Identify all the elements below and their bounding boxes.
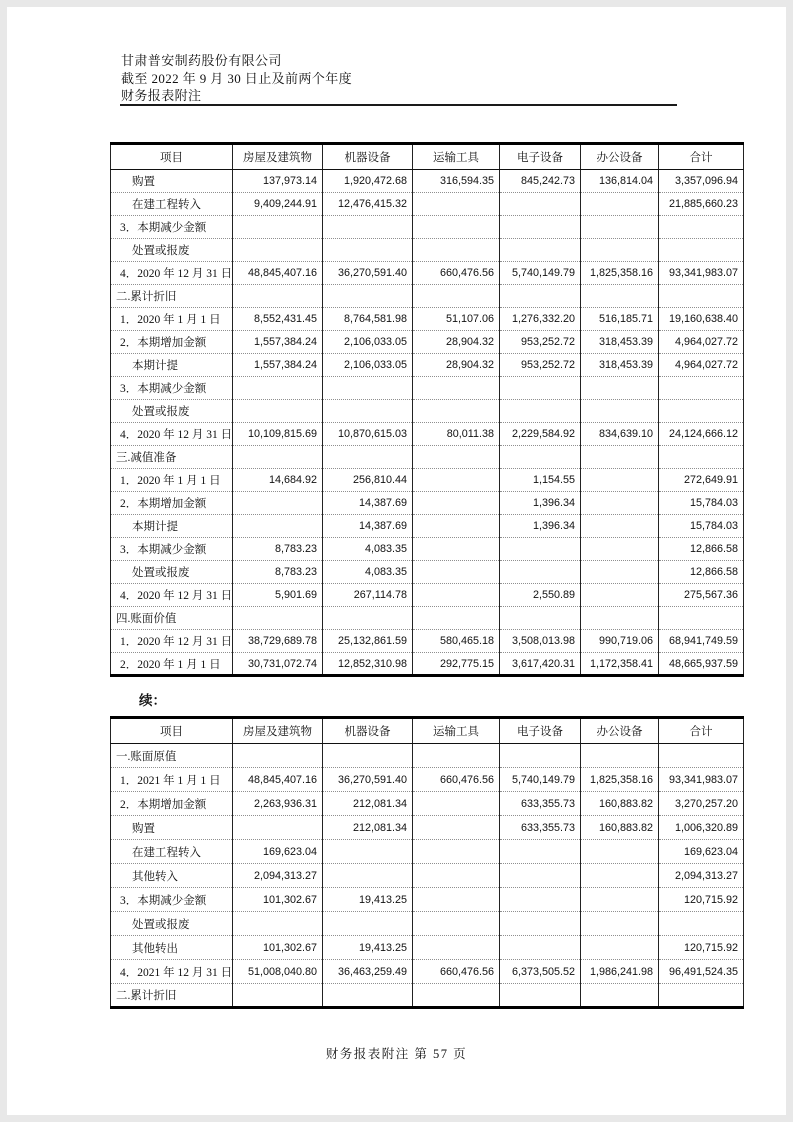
cell-value: 36,463,259.49 <box>323 960 413 984</box>
cell-value: 516,185.71 <box>581 308 659 331</box>
cell-value: 93,341,983.07 <box>659 262 744 285</box>
cell-value: 38,729,689.78 <box>233 630 323 653</box>
cell-value: 9,409,244.91 <box>233 193 323 216</box>
row-label: 二.累计折旧 <box>111 984 233 1008</box>
cell-value: 2,094,313.27 <box>659 864 744 888</box>
cell-value: 101,302.67 <box>233 936 323 960</box>
cell-value: 169,623.04 <box>233 840 323 864</box>
cell-value: 28,904.32 <box>413 331 500 354</box>
cell-value: 1,825,358.16 <box>581 262 659 285</box>
column-header: 电子设备 <box>500 144 581 170</box>
cell-value: 212,081.34 <box>323 792 413 816</box>
cell-value: 93,341,983.07 <box>659 768 744 792</box>
cell-value: 5,740,149.79 <box>500 262 581 285</box>
cell-value: 24,124,666.12 <box>659 423 744 446</box>
cell-value: 990,719.06 <box>581 630 659 653</box>
cell-value: 660,476.56 <box>413 768 500 792</box>
cell-value: 48,665,937.59 <box>659 653 744 676</box>
column-header: 项目 <box>111 718 233 744</box>
cell-value: 3,617,420.31 <box>500 653 581 676</box>
period-line: 截至 2022 年 9 月 30 日止及前两个年度 <box>121 70 353 86</box>
cell-value: 12,866.58 <box>659 561 744 584</box>
cell-value: 169,623.04 <box>659 840 744 864</box>
column-header: 办公设备 <box>581 144 659 170</box>
row-label: 购置 <box>111 170 233 193</box>
cell-value: 316,594.35 <box>413 170 500 193</box>
cell-value: 1,396.34 <box>500 515 581 538</box>
row-label: 在建工程转入 <box>111 193 233 216</box>
cell-value: 1,006,320.89 <box>659 816 744 840</box>
cell-value: 101,302.67 <box>233 888 323 912</box>
cell-value: 36,270,591.40 <box>323 768 413 792</box>
cell-value: 2,229,584.92 <box>500 423 581 446</box>
cell-value: 1,986,241.98 <box>581 960 659 984</box>
row-label: 4．2020 年 12 月 31 日 <box>111 584 233 607</box>
cell-value: 19,413.25 <box>323 888 413 912</box>
cell-value: 1,172,358.41 <box>581 653 659 676</box>
cell-value: 2,094,313.27 <box>233 864 323 888</box>
page-footer: 财务报表附注 第 57 页 <box>325 1047 468 1061</box>
cell-value: 953,252.72 <box>500 331 581 354</box>
cell-value: 14,387.69 <box>323 492 413 515</box>
row-label: 3．本期减少金额 <box>111 538 233 561</box>
cell-value: 120,715.92 <box>659 936 744 960</box>
column-header: 项目 <box>111 144 233 170</box>
cell-value: 2,106,033.05 <box>323 354 413 377</box>
cell-value: 1,154.55 <box>500 469 581 492</box>
row-label: 其他转入 <box>111 864 233 888</box>
row-label: 3．本期减少金额 <box>111 377 233 400</box>
cell-value: 12,866.58 <box>659 538 744 561</box>
row-label: 在建工程转入 <box>111 840 233 864</box>
cell-value: 5,901.69 <box>233 584 323 607</box>
row-label: 4．2020 年 12 月 31 日 <box>111 262 233 285</box>
cell-value: 1,825,358.16 <box>581 768 659 792</box>
cell-value: 8,552,431.45 <box>233 308 323 331</box>
cell-value: 1,276,332.20 <box>500 308 581 331</box>
cell-value: 120,715.92 <box>659 888 744 912</box>
cell-value: 1,396.34 <box>500 492 581 515</box>
row-label: 2．本期增加金额 <box>111 492 233 515</box>
cell-value: 10,109,815.69 <box>233 423 323 446</box>
cell-value: 1,557,384.24 <box>233 354 323 377</box>
cell-value: 4,083.35 <box>323 538 413 561</box>
cell-value: 267,114.78 <box>323 584 413 607</box>
cell-value: 96,491,524.35 <box>659 960 744 984</box>
cell-value: 2,106,033.05 <box>323 331 413 354</box>
cell-value: 28,904.32 <box>413 354 500 377</box>
row-label: 二.累计折旧 <box>111 285 233 308</box>
cell-value: 2,263,936.31 <box>233 792 323 816</box>
cell-value: 2,550.89 <box>500 584 581 607</box>
column-header: 运输工具 <box>413 718 500 744</box>
column-header: 房屋及建筑物 <box>233 144 323 170</box>
row-label: 其他转出 <box>111 936 233 960</box>
cell-value: 318,453.39 <box>581 354 659 377</box>
row-label: 三.减值准备 <box>111 446 233 469</box>
column-header: 合计 <box>659 144 744 170</box>
row-label: 四.账面价值 <box>111 607 233 630</box>
cell-value: 633,355.73 <box>500 816 581 840</box>
cell-value: 15,784.03 <box>659 515 744 538</box>
cell-value: 15,784.03 <box>659 492 744 515</box>
cell-value: 256,810.44 <box>323 469 413 492</box>
cell-value: 21,885,660.23 <box>659 193 744 216</box>
company-name: 甘肃普安制药股份有限公司 <box>121 53 282 68</box>
cell-value: 19,413.25 <box>323 936 413 960</box>
cell-value: 1,557,384.24 <box>233 331 323 354</box>
cell-value: 30,731,072.74 <box>233 653 323 676</box>
row-label: 一.账面原值 <box>111 744 233 768</box>
cell-value: 160,883.82 <box>581 816 659 840</box>
cell-value: 160,883.82 <box>581 792 659 816</box>
column-header: 合计 <box>659 718 744 744</box>
doc-title: 财务报表附注 <box>121 88 202 103</box>
row-label: 处置或报废 <box>111 561 233 584</box>
row-label: 4．2020 年 12 月 31 日 <box>111 423 233 446</box>
cell-value: 4,964,027.72 <box>659 354 744 377</box>
row-label: 1．2020 年 1 月 1 日 <box>111 469 233 492</box>
column-header: 电子设备 <box>500 718 581 744</box>
continued-label: 续： <box>139 693 166 708</box>
cell-value: 275,567.36 <box>659 584 744 607</box>
cell-value: 14,387.69 <box>323 515 413 538</box>
cell-value: 292,775.15 <box>413 653 500 676</box>
row-label: 处置或报废 <box>111 912 233 936</box>
row-label: 1．2020 年 12 月 31 日 <box>111 630 233 653</box>
row-label: 2．本期增加金额 <box>111 792 233 816</box>
cell-value: 6,373,505.52 <box>500 960 581 984</box>
cell-value: 3,357,096.94 <box>659 170 744 193</box>
cell-value: 834,639.10 <box>581 423 659 446</box>
row-label: 3．本期减少金额 <box>111 888 233 912</box>
cell-value: 318,453.39 <box>581 331 659 354</box>
row-label: 本期计提 <box>111 354 233 377</box>
cell-value: 8,783.23 <box>233 561 323 584</box>
row-label: 4．2021 年 12 月 31 日 <box>111 960 233 984</box>
cell-value: 48,845,407.16 <box>233 262 323 285</box>
cell-value: 660,476.56 <box>413 960 500 984</box>
column-header: 办公设备 <box>581 718 659 744</box>
column-header: 机器设备 <box>323 144 413 170</box>
cell-value: 633,355.73 <box>500 792 581 816</box>
cell-value: 10,870,615.03 <box>323 423 413 446</box>
cell-value: 953,252.72 <box>500 354 581 377</box>
column-header: 房屋及建筑物 <box>233 718 323 744</box>
cell-value: 272,649.91 <box>659 469 744 492</box>
row-label: 1．2021 年 1 月 1 日 <box>111 768 233 792</box>
cell-value: 48,845,407.16 <box>233 768 323 792</box>
cell-value: 5,740,149.79 <box>500 768 581 792</box>
cell-value: 19,160,638.40 <box>659 308 744 331</box>
cell-value: 51,008,040.80 <box>233 960 323 984</box>
row-label: 1．2020 年 1 月 1 日 <box>111 308 233 331</box>
cell-value: 580,465.18 <box>413 630 500 653</box>
cell-value: 68,941,749.59 <box>659 630 744 653</box>
cell-value: 8,783.23 <box>233 538 323 561</box>
row-label: 2．2020 年 1 月 1 日 <box>111 653 233 676</box>
cell-value: 12,476,415.32 <box>323 193 413 216</box>
cell-value: 51,107.06 <box>413 308 500 331</box>
column-header: 运输工具 <box>413 144 500 170</box>
row-label: 3．本期减少金额 <box>111 216 233 239</box>
cell-value: 1,920,472.68 <box>323 170 413 193</box>
row-label: 2．本期增加金额 <box>111 331 233 354</box>
cell-value: 136,814.04 <box>581 170 659 193</box>
row-label: 本期计提 <box>111 515 233 538</box>
cell-value: 4,083.35 <box>323 561 413 584</box>
cell-value: 4,964,027.72 <box>659 331 744 354</box>
cell-value: 212,081.34 <box>323 816 413 840</box>
cell-value: 845,242.73 <box>500 170 581 193</box>
cell-value: 14,684.92 <box>233 469 323 492</box>
cell-value: 25,132,861.59 <box>323 630 413 653</box>
cell-value: 3,508,013.98 <box>500 630 581 653</box>
cell-value: 36,270,591.40 <box>323 262 413 285</box>
cell-value: 3,270,257.20 <box>659 792 744 816</box>
row-label: 处置或报废 <box>111 400 233 423</box>
cell-value: 137,973.14 <box>233 170 323 193</box>
cell-value: 12,852,310.98 <box>323 653 413 676</box>
column-header: 机器设备 <box>323 718 413 744</box>
cell-value: 660,476.56 <box>413 262 500 285</box>
row-label: 购置 <box>111 816 233 840</box>
row-label: 处置或报废 <box>111 239 233 262</box>
cell-value: 80,011.38 <box>413 423 500 446</box>
cell-value: 8,764,581.98 <box>323 308 413 331</box>
